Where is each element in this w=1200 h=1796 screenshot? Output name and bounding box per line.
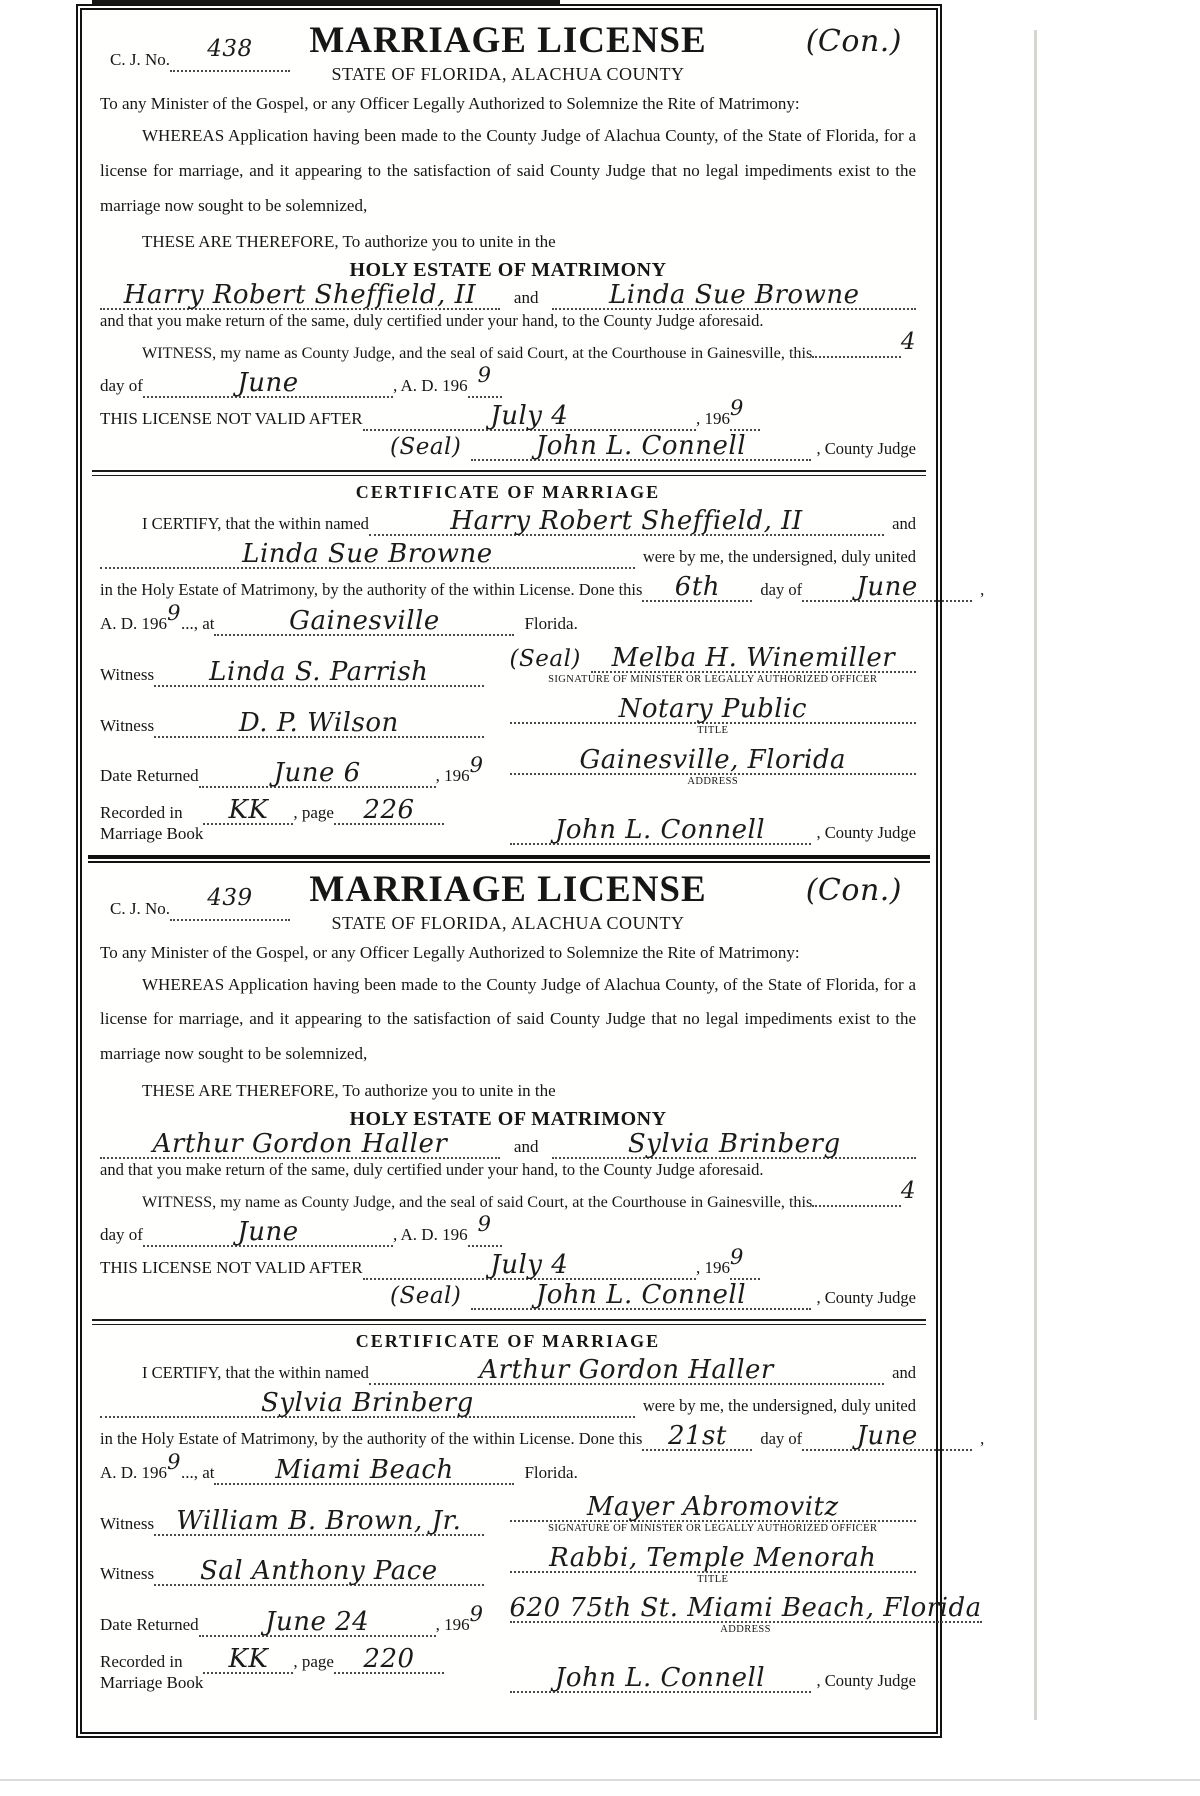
ad-city-row	[100, 601, 916, 637]
judge-signature: John L. Connell	[535, 431, 747, 462]
book-value: KK	[228, 795, 269, 826]
minister-title: Rabbi, Temple Menorah	[549, 1542, 877, 1573]
were-by-label: were by me, the undersigned, duly united	[642, 1396, 916, 1416]
expiry-date: July 4	[490, 1250, 569, 1281]
recorded-in-label: Recorded in	[100, 803, 183, 823]
year-label: , 196	[696, 409, 730, 429]
continuation-note: (Con.)	[805, 24, 902, 59]
witness-clause: WITNESS, my name as County Judge, and the seal of said Court, at the Courthouse in Gainesville, this	[142, 1193, 813, 1212]
at-label: ..., at	[180, 1463, 215, 1483]
witness2-row	[100, 693, 916, 738]
expiry-date: July 4	[490, 401, 569, 432]
page-label: , page	[293, 803, 334, 823]
date-returned-row	[100, 1593, 982, 1637]
seal-note: (Seal)	[390, 1283, 462, 1310]
groom-name: Arthur Gordon Haller	[152, 1129, 448, 1160]
not-valid-label: THIS LICENSE NOT VALID AFTER	[100, 1258, 363, 1278]
done-clause: in the Holy Estate of Matrimony, by the authority of the within License. Done this	[100, 1429, 643, 1449]
done-row: in the Holy Estate of Matrimony, by the authority of the within License. Done this 6th day of June ,	[100, 572, 985, 603]
authorize-clause: THESE ARE THEREFORE, To authorize you to unite in the	[142, 1081, 556, 1101]
date-returned-label: Date Returned	[100, 1614, 199, 1634]
certify-row	[100, 1355, 916, 1386]
month-value: June	[237, 368, 299, 399]
done-month: June	[856, 572, 918, 603]
witness2-signature: D. P. Wilson	[238, 707, 399, 738]
license-separator	[88, 855, 930, 863]
minister-signature: Mayer Abromovitz	[586, 1492, 839, 1523]
done-day: 21st	[667, 1421, 727, 1452]
date-returned-year: 9	[469, 753, 484, 778]
whereas-paragraph: WHEREAS Application having been made to the County Judge of Alachua County, of the State of Florida, for a license for marriage, and it appearing to the satisfaction of said County Judge that no legal impediments exist to the marriage now sought to be solemnized,	[100, 974, 916, 1064]
judge-signature: John L. Connell	[535, 1280, 747, 1311]
section-divider	[92, 470, 926, 476]
cj-number-value: 439	[207, 884, 253, 911]
marriage-license-438	[100, 20, 985, 845]
expiry-year-digit: 9	[730, 396, 744, 421]
license-header	[100, 22, 916, 85]
day-of-row	[100, 1212, 916, 1248]
and-label: and	[513, 1137, 539, 1157]
page-title: MARRIAGE LICENSE	[309, 868, 707, 910]
certify-row	[100, 506, 916, 537]
not-valid-row	[100, 1245, 760, 1281]
recorded-row	[100, 1643, 916, 1694]
bride-name: Sylvia Brinberg	[627, 1129, 841, 1160]
year-label: , 196	[435, 766, 470, 786]
bride-name: Linda Sue Browne	[608, 280, 860, 311]
county-judge-label: , County Judge	[816, 1671, 916, 1691]
whereas-paragraph: WHEREAS Application having been made to the County Judge of Alachua County, of the State of Florida, for a license for marriage, and it appearing to the satisfaction of said County Judge that no legal impediments exist to the marriage now sought to be solemnized,	[100, 125, 916, 215]
ad-label: , A. D. 196	[392, 376, 468, 396]
cj-number-value: 438	[207, 36, 253, 62]
and-label: and	[513, 288, 539, 308]
witness2-signature: Sal Anthony Pace	[199, 1556, 438, 1587]
section-divider	[92, 1319, 926, 1325]
certificate-title: CERTIFICATE OF MARRIAGE	[355, 1331, 661, 1352]
florida-label: Florida.	[524, 1463, 578, 1483]
address-value: 620 75th St. Miami Beach, Florida	[509, 1593, 982, 1624]
certificate-of-marriage-438	[100, 482, 985, 845]
cert-year-digit: 9	[167, 1450, 181, 1475]
title-label: TITLE	[697, 724, 729, 736]
license-header	[100, 868, 916, 934]
year-digit: 9	[477, 363, 492, 388]
witness-clause: WITNESS, my name as County Judge, and the seal of said Court, at the Courthouse in Gainesville, this	[142, 344, 813, 363]
cj-number-label: C. J. No.	[110, 898, 170, 918]
page-label: , page	[293, 1651, 334, 1671]
done-day: 6th	[674, 572, 721, 603]
names-row	[100, 280, 916, 311]
judge-signature: John L. Connell	[554, 814, 766, 845]
year-label: , 196	[435, 1614, 470, 1634]
cert-year-digit: 9	[167, 601, 181, 626]
marriage-book-label: Marriage Book	[100, 1673, 204, 1693]
page-subtitle: STATE OF FLORIDA, ALACHUA COUNTY	[331, 63, 685, 84]
cj-number-label: C. J. No.	[110, 50, 170, 69]
witness-label: Witness	[100, 664, 155, 684]
witness2-row	[100, 1542, 916, 1587]
city-value: Miami Beach	[275, 1455, 454, 1486]
book-value: KK	[228, 1643, 269, 1674]
day-of-label: day of	[100, 1225, 143, 1245]
address-value: Gainesville, Florida	[579, 744, 847, 775]
witness-label: Witness	[100, 1513, 155, 1533]
day-of-label: day of	[100, 376, 143, 396]
continuation-note: (Con.)	[805, 872, 902, 908]
date-returned-year: 9	[469, 1601, 484, 1626]
witness1-row	[100, 1492, 916, 1536]
address-label: ADDRESS	[687, 775, 739, 787]
were-by-label: were by me, the undersigned, duly united	[642, 547, 916, 567]
witness-day: 4	[900, 1178, 916, 1205]
recorded-in-label: Recorded in	[100, 1651, 183, 1671]
ad-city-row	[100, 1450, 916, 1486]
judge-seal-row	[390, 1280, 916, 1311]
witness-label: Witness	[100, 715, 155, 735]
day-of-row	[100, 363, 916, 399]
salutation: To any Minister of the Gospel, or any Officer Legally Authorized to Solemnize the Rite of Matrimony:	[100, 93, 800, 113]
cert-bride-row	[100, 1388, 916, 1419]
groom-name: Harry Robert Sheffield, II	[123, 280, 477, 311]
year-digit: 9	[477, 1212, 492, 1237]
witness-clause-row	[100, 329, 916, 363]
at-label: ..., at	[180, 614, 215, 634]
cert-bride-row	[100, 539, 916, 570]
witness-clause-row	[100, 1178, 916, 1212]
day-of-label: day of	[760, 580, 803, 600]
holy-estate-heading: HOLY ESTATE OF MATRIMONY	[349, 1108, 667, 1131]
ad-label: A. D. 196	[100, 614, 168, 634]
judge-signature: John L. Connell	[554, 1663, 766, 1694]
date-returned-value: June 6	[273, 758, 361, 789]
ad-label: A. D. 196	[100, 1463, 168, 1483]
holy-estate-heading: HOLY ESTATE OF MATRIMONY	[349, 259, 667, 282]
return-clause: and that you make return of the same, duly certified under your hand, to the County Judge aforesaid.	[100, 1160, 764, 1180]
date-returned-value: June 24	[265, 1606, 370, 1637]
scan-edge-bottom	[0, 1779, 1200, 1781]
date-returned-row	[100, 744, 916, 789]
scanned-document-page	[76, 4, 985, 1738]
cert-bride-name: Sylvia Brinberg	[261, 1388, 474, 1419]
minister-title: Notary Public	[618, 693, 807, 724]
page-value: 226	[363, 795, 415, 826]
not-valid-label: THIS LICENSE NOT VALID AFTER	[100, 409, 363, 429]
witness1-row	[100, 643, 916, 687]
county-judge-label: , County Judge	[816, 822, 916, 842]
names-row	[100, 1129, 916, 1160]
certificate-title: CERTIFICATE OF MARRIAGE	[355, 482, 661, 503]
witness1-signature: Linda S. Parrish	[209, 656, 429, 687]
certify-label: I CERTIFY, that the within named	[142, 1363, 369, 1383]
cert-groom-name: Arthur Gordon Haller	[479, 1355, 774, 1386]
done-month: June	[856, 1421, 918, 1452]
expiry-year-digit: 9	[730, 1245, 744, 1270]
page-title: MARRIAGE LICENSE	[309, 20, 707, 61]
ad-label: , A. D. 196	[392, 1225, 468, 1245]
judge-seal-row	[390, 431, 916, 462]
marriage-license-439	[100, 868, 985, 1694]
address-label: ADDRESS	[720, 1624, 771, 1636]
month-value: June	[237, 1217, 299, 1248]
done-row: in the Holy Estate of Matrimony, by the authority of the within License. Done this 21st day of June ,	[100, 1421, 985, 1452]
page-subtitle: STATE OF FLORIDA, ALACHUA COUNTY	[331, 912, 685, 933]
and-label: and	[892, 1363, 916, 1383]
certificate-of-marriage-439	[100, 1331, 985, 1694]
date-returned-label: Date Returned	[100, 766, 199, 786]
certify-label: I CERTIFY, that the within named	[142, 514, 369, 534]
signature-officer-label: SIGNATURE OF MINISTER OR LEGALLY AUTHORIZED OFFICER	[548, 1523, 878, 1535]
city-value: Gainesville	[289, 606, 440, 637]
title-label: TITLE	[697, 1573, 729, 1585]
recorded-row	[100, 795, 916, 845]
witness1-signature: William B. Brown, Jr.	[176, 1505, 462, 1536]
done-clause: in the Holy Estate of Matrimony, by the authority of the within License. Done this	[100, 580, 643, 600]
scan-edge-shadow	[1034, 30, 1037, 1720]
return-clause: and that you make return of the same, duly certified under your hand, to the County Judge aforesaid.	[100, 311, 764, 331]
witness-label: Witness	[100, 1564, 155, 1584]
witness-day: 4	[900, 329, 916, 356]
county-judge-label: , County Judge	[816, 439, 916, 459]
cert-bride-name: Linda Sue Browne	[242, 539, 493, 570]
marriage-book-label: Marriage Book	[100, 824, 204, 844]
page-value: 220	[363, 1643, 415, 1674]
florida-label: Florida.	[524, 614, 578, 634]
signature-officer-label: SIGNATURE OF MINISTER OR LEGALLY AUTHORIZED OFFICER	[548, 674, 878, 686]
seal-note: (Seal)	[509, 646, 581, 673]
not-valid-row	[100, 396, 760, 432]
cert-groom-name: Harry Robert Sheffield, II	[450, 506, 803, 537]
year-label: , 196	[696, 1258, 730, 1278]
authorize-clause: THESE ARE THEREFORE, To authorize you to unite in the	[142, 232, 556, 252]
day-of-label: day of	[760, 1429, 803, 1449]
minister-signature: Melba H. Winemiller	[611, 643, 896, 674]
salutation: To any Minister of the Gospel, or any Officer Legally Authorized to Solemnize the Rite of Matrimony:	[100, 942, 800, 962]
seal-note: (Seal)	[390, 434, 462, 461]
county-judge-label: , County Judge	[816, 1288, 916, 1308]
and-label: and	[892, 514, 916, 534]
